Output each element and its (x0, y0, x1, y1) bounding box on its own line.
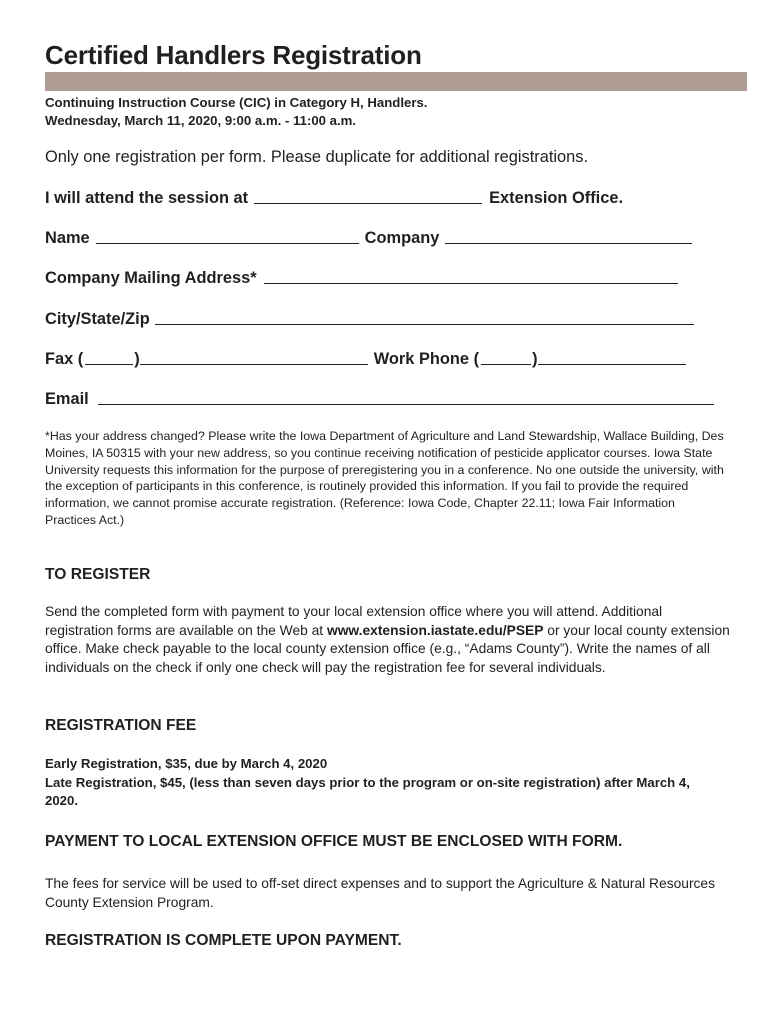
page-title: Certified Handlers Registration (45, 40, 422, 70)
city-label: City/State/Zip (45, 310, 150, 328)
email-row (45, 385, 725, 409)
payment-heading: PAYMENT TO LOCAL EXTENSION OFFICE MUST BE ENCLOSED WITH FORM. (45, 833, 623, 850)
work-phone-paren: ) (532, 350, 538, 368)
address-label: Company Mailing Address* (45, 269, 257, 287)
company-field[interactable] (445, 242, 692, 244)
work-phone-number-field[interactable] (538, 363, 686, 365)
psep-url[interactable]: www.extension.iastate.edu/PSEP (326, 622, 544, 638)
attend-row (45, 184, 725, 208)
fee-details (45, 755, 725, 811)
email-label: Email (45, 390, 89, 408)
phone-row (45, 345, 725, 369)
address-change-note: *Has your address changed? Please write the Iowa Department of Agriculture and Land Stewardship, Wallace Building, Des Moines, IA 50315 with your new address, so you continue receiving notification of pesticide applicator courses. Iowa State University requests this information for the purpose of preregistering you in a conference. No one outside the university, with the exception of participants in this conference, is routinely provided this information. If you fail to provide the required information, we cannot promise accurate registration. (Reference: Iowa Code, Chapter 22.11; Iowa Fair Information Practices Act.) (45, 429, 724, 527)
work-phone-area-code-field[interactable] (481, 363, 531, 365)
to-register-text-after: or your local county extension office. Make check payable to the local county extension office (e.g., “Adams County”). Write the names of all individuals on the check if only one check will pay the registration fee for several individuals. (45, 622, 730, 675)
registration-complete-notice: REGISTRATION IS COMPLETE UPON PAYMENT. (45, 932, 402, 949)
extension-office-field[interactable] (254, 202, 482, 204)
company-label: Company (364, 229, 440, 247)
fax-label: Fax ( (45, 350, 84, 368)
to-register-heading: TO REGISTER (45, 566, 151, 583)
city-state-zip-field[interactable] (155, 323, 694, 325)
late-registration: Late Registration, $45, (less than seven days prior to the program or on-site registration) after March 4, 2020. (45, 774, 690, 809)
attend-label: I will attend the session at (45, 189, 249, 207)
name-label: Name (45, 229, 90, 247)
fax-paren: ) (134, 350, 140, 368)
fax-number-field[interactable] (140, 363, 368, 365)
course-info (45, 94, 427, 130)
title-bar (45, 72, 747, 91)
attend-suffix: Extension Office. (489, 189, 623, 207)
intro-text: Only one registration per form. Please duplicate for additional registrations. (45, 148, 588, 166)
name-row (45, 224, 725, 248)
course-name: Continuing Instruction Course (CIC) in Category H, Handlers. (45, 95, 428, 110)
address-row (45, 264, 725, 288)
early-registration: Early Registration, $35, due by March 4, 2020 (45, 756, 328, 771)
address-field[interactable] (264, 282, 678, 284)
payment-text: The fees for service will be used to off-set direct expenses and to support the Agriculture & Natural Resources County Extension Program. (45, 876, 716, 910)
course-date: Wednesday, March 11, 2020, 9:00 a.m. - 11:00 a.m. (45, 113, 357, 128)
email-field[interactable] (98, 403, 714, 405)
to-register-text-before: Send the completed form with payment to your local extension office where you will attend. Additional registration forms are available on the Web at (45, 604, 663, 638)
work-phone-label: Work Phone ( (373, 350, 480, 368)
name-field[interactable] (96, 242, 359, 244)
city-row (45, 305, 725, 329)
fax-area-code-field[interactable] (85, 363, 133, 365)
registration-fee-heading: REGISTRATION FEE (45, 717, 197, 734)
to-register-text (45, 603, 730, 677)
